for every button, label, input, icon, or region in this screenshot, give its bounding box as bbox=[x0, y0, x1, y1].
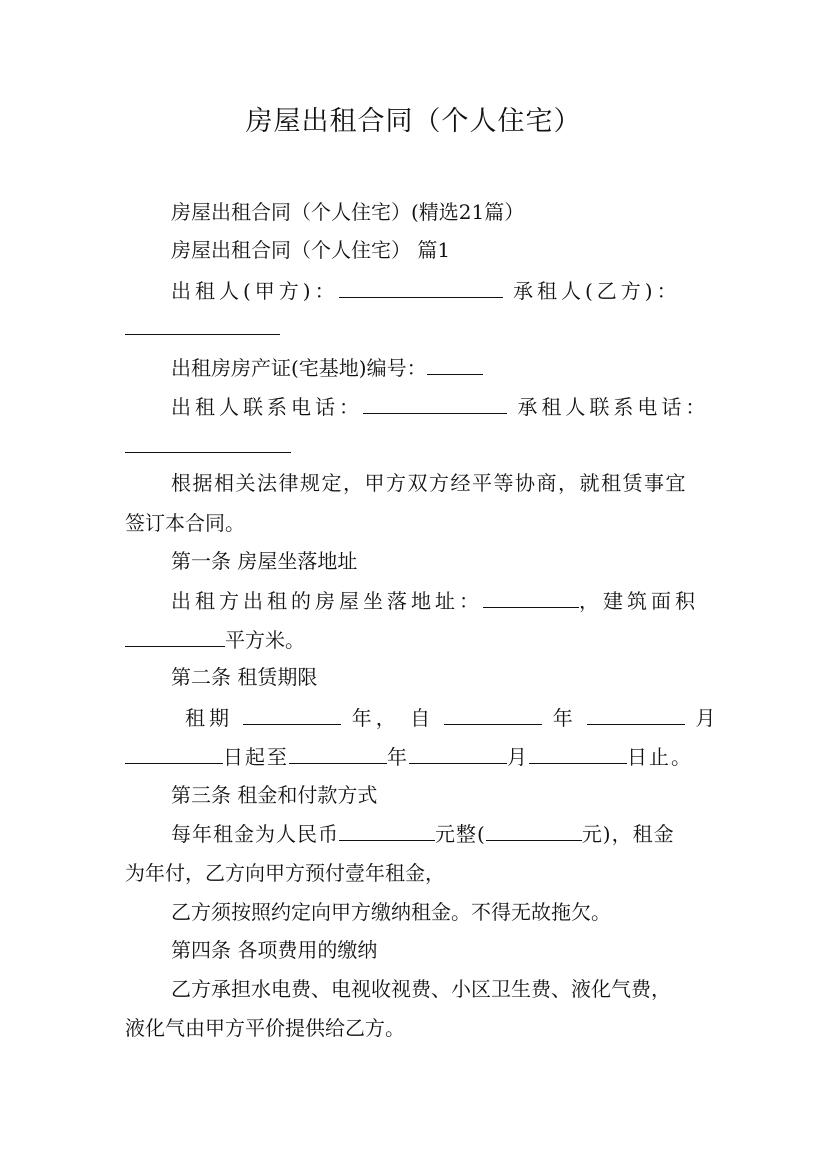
start-year-blank bbox=[444, 703, 542, 725]
cert-blank bbox=[427, 353, 483, 375]
rent-yuan-label: 元整( bbox=[435, 822, 486, 846]
rent-line bbox=[171, 819, 771, 849]
lessee-blank bbox=[125, 334, 280, 335]
until-label: 日起至 bbox=[223, 745, 289, 769]
fees-line-1: 乙方承担水电费、电视收视费、小区卫生费、液化气费， bbox=[171, 977, 671, 1001]
term-label: 租期 bbox=[185, 706, 233, 730]
end-year-blank bbox=[289, 742, 387, 764]
term-line bbox=[185, 703, 785, 733]
start-day-blank bbox=[125, 742, 223, 764]
intro-line-2: 签订本合同。 bbox=[125, 511, 245, 535]
start-month-blank bbox=[587, 703, 685, 725]
area-unit: 平方米。 bbox=[225, 628, 305, 652]
lessee-phone-blank bbox=[125, 452, 291, 453]
phone-line bbox=[171, 392, 771, 422]
area-line bbox=[125, 625, 725, 655]
article-3-title: 第三条 租金和付款方式 bbox=[171, 783, 378, 807]
rent-tail: 元)，租金 bbox=[581, 822, 675, 846]
lessee-label: 承租人(乙方)： bbox=[512, 279, 681, 303]
address-blank bbox=[483, 586, 579, 608]
end-year-label: 年 bbox=[387, 745, 409, 769]
end-day-blank bbox=[529, 742, 627, 764]
area-label: ，建筑面积 bbox=[579, 589, 699, 613]
article-1-title: 第一条 房屋坐落地址 bbox=[171, 549, 358, 573]
end-month-blank bbox=[409, 742, 507, 764]
article-2-title: 第二条 租赁期限 bbox=[171, 665, 318, 689]
chapter-heading: 房屋出租合同（个人住宅） 篇1 bbox=[171, 238, 451, 262]
cert-label: 出租房房产证(宅基地)编号： bbox=[171, 356, 427, 380]
year-label: 年 bbox=[552, 706, 577, 730]
month-label: 月 bbox=[695, 706, 720, 730]
address-label: 出租方出租的房屋坐落地址： bbox=[171, 589, 483, 613]
document-title: 房屋出租合同（个人住宅） bbox=[245, 106, 582, 137]
subtitle: 房屋出租合同（个人住宅）(精选21篇） bbox=[171, 200, 525, 224]
lessor-label: 出租人(甲方)： bbox=[171, 279, 339, 303]
article-1-line bbox=[171, 586, 771, 616]
term-years-blank bbox=[243, 703, 341, 725]
rent-amount-blank bbox=[339, 819, 435, 841]
rent-label: 每年租金为人民币 bbox=[171, 822, 339, 846]
from-label: 自 bbox=[410, 706, 435, 730]
end-month-label: 月 bbox=[507, 745, 529, 769]
lessor-blank bbox=[339, 276, 503, 298]
rent-figure-blank bbox=[486, 819, 582, 841]
cert-line bbox=[171, 353, 771, 383]
fees-line-2: 液化气由甲方平价提供给乙方。 bbox=[125, 1016, 405, 1040]
lessee-phone-label: 承租人联系电话： bbox=[517, 395, 710, 419]
rent-line-2: 为年付，乙方向甲方预付壹年租金， bbox=[125, 861, 445, 885]
lessor-phone-label: 出租人联系电话： bbox=[171, 395, 363, 419]
article-4-title: 第四条 各项费用的缴纳 bbox=[171, 938, 378, 962]
lessor-phone-blank bbox=[363, 392, 507, 414]
area-blank bbox=[125, 625, 225, 647]
party-line bbox=[171, 276, 771, 306]
end-day-label: 日止。 bbox=[627, 745, 693, 769]
term-line-2 bbox=[125, 742, 725, 772]
rent-line-3: 乙方须按照约定向甲方缴纳租金。不得无故拖欠。 bbox=[171, 900, 611, 924]
years-label: 年， bbox=[351, 706, 400, 730]
intro-line-1: 根据相关法律规定，甲方双方经平等协商，就租赁事宜 bbox=[171, 471, 687, 495]
